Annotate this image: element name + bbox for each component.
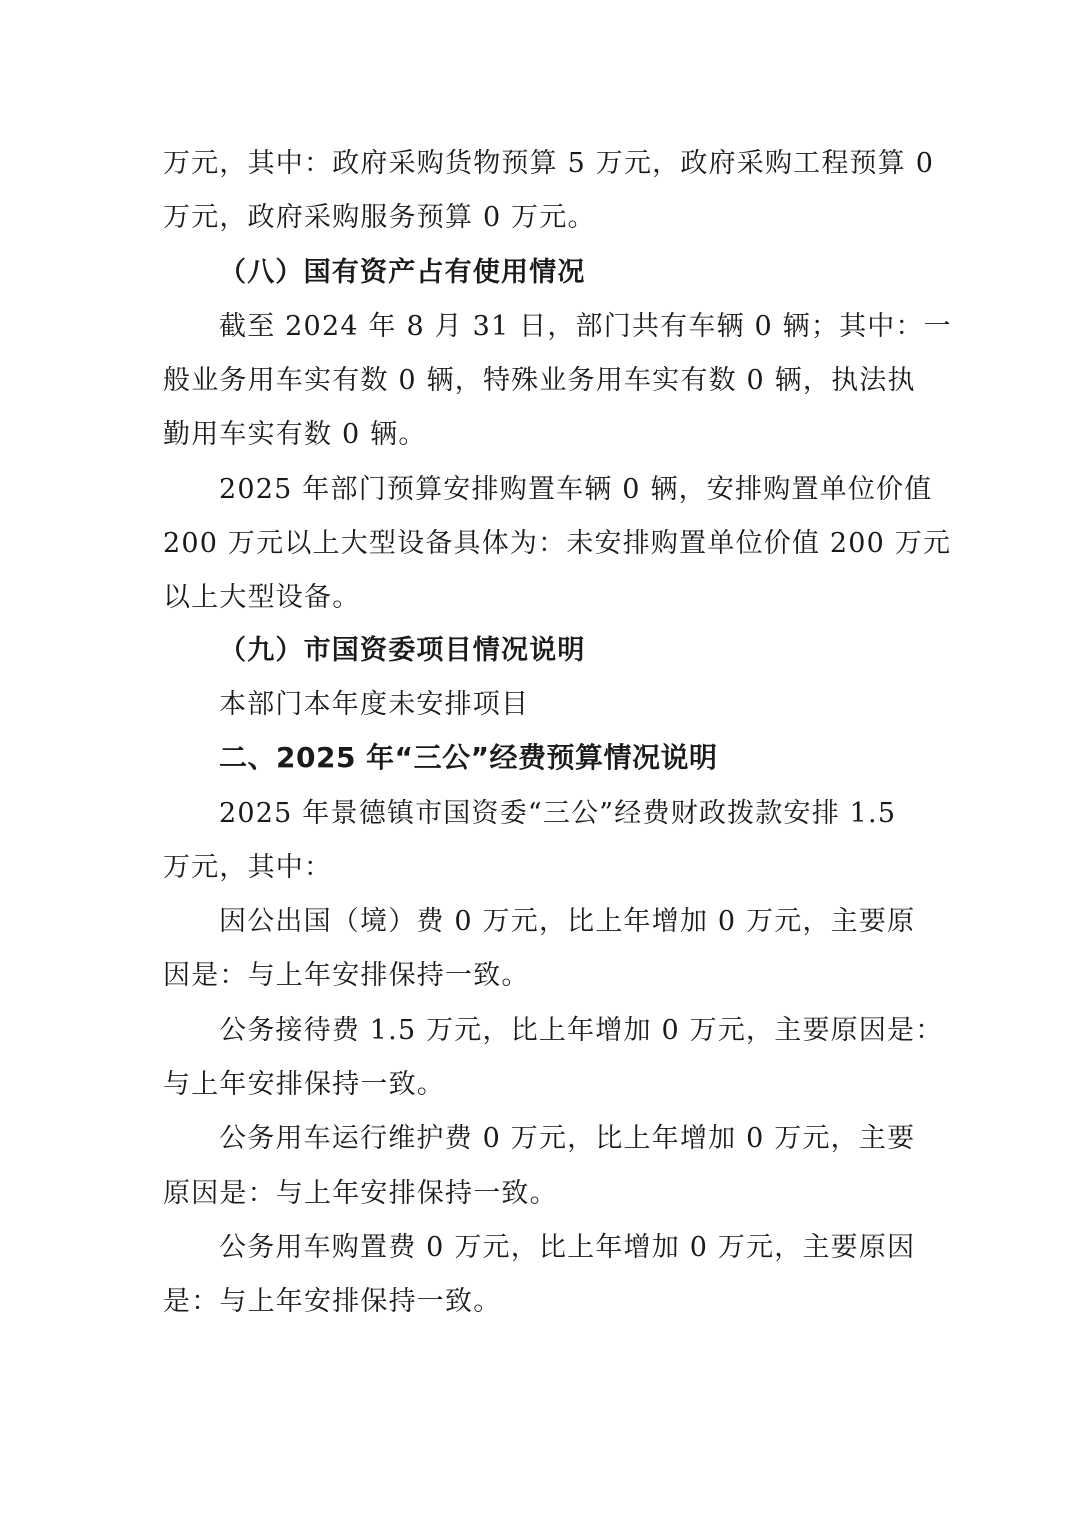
section-heading-projects: （九）市国资委项目情况说明 (219, 635, 586, 666)
body-text-line: 本部门本年度未安排项目 (219, 689, 530, 720)
body-text-line: 因公出国（境）费 0 万元，比上年增加 0 万元，主要原 (219, 906, 916, 937)
section-heading-state-assets: （八）国有资产占有使用情况 (219, 257, 586, 288)
body-text-line: 以上大型设备。 (163, 582, 361, 613)
body-text-line: 与上年安排保持一致。 (163, 1069, 445, 1100)
body-text-line: 万元，其中： (163, 852, 333, 883)
body-text-line: 公务接待费 1.5 万元，比上年增加 0 万元，主要原因是： (219, 1015, 944, 1046)
body-text-line: 因是：与上年安排保持一致。 (163, 960, 530, 991)
body-text-line: 是：与上年安排保持一致。 (163, 1286, 502, 1317)
body-text-line: 公务用车运行维护费 0 万元，比上年增加 0 万元，主要 (219, 1123, 916, 1154)
body-text-line: 200 万元以上大型设备具体为：未安排购置单位价值 200 万元 (163, 528, 952, 559)
body-text-line: 原因是：与上年安排保持一致。 (163, 1178, 558, 1209)
body-text-line: 截至 2024 年 8 月 31 日，部门共有车辆 0 辆；其中：一 (219, 311, 952, 342)
body-text-line: 公务用车购置费 0 万元，比上年增加 0 万元，主要原因 (219, 1232, 916, 1263)
body-text-line: 万元，政府采购服务预算 0 万元。 (163, 202, 596, 233)
section-heading-three-public-expenses: 二、2025 年“三公”经费预算情况说明 (219, 741, 718, 774)
body-text-line: 万元，其中：政府采购货物预算 5 万元，政府采购工程预算 0 (163, 148, 935, 179)
body-text-line: 2025 年景德镇市国资委“三公”经费财政拨款安排 1.5 (219, 798, 897, 829)
body-text-line: 般业务用车实有数 0 辆，特殊业务用车实有数 0 辆，执法执 (163, 365, 916, 396)
body-text-line: 2025 年部门预算安排购置车辆 0 辆，安排购置单位价值 (219, 474, 933, 505)
body-text-line: 勤用车实有数 0 辆。 (163, 419, 427, 450)
